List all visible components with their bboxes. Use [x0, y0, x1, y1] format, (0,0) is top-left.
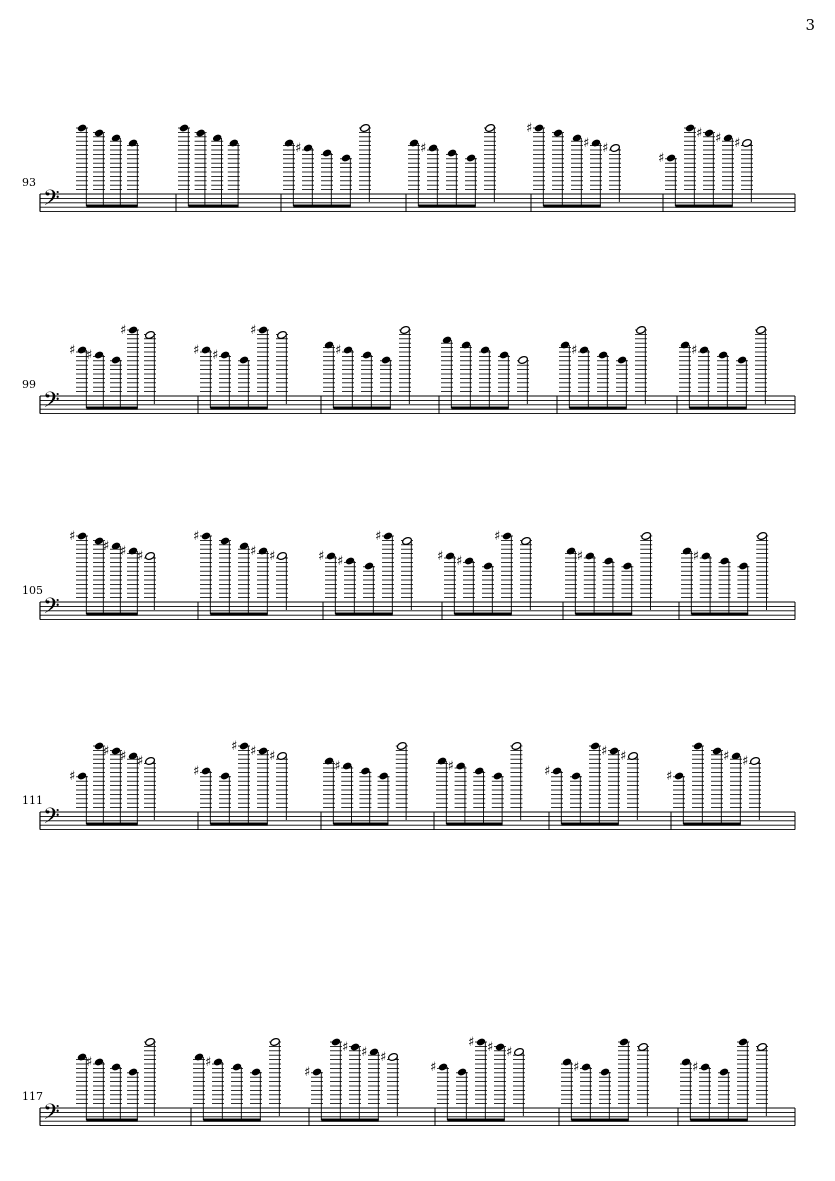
bass-clef: 𝄢 — [43, 186, 60, 216]
notehead — [562, 1057, 572, 1066]
sharp-icon: ♯ — [696, 126, 703, 141]
half-notehead — [145, 551, 156, 560]
notehead — [455, 761, 465, 770]
measure-number: 105 — [22, 584, 43, 597]
sharp-icon: ♯ — [420, 141, 427, 156]
sharp-icon: ♯ — [573, 1060, 580, 1075]
notehead — [383, 531, 393, 540]
sharp-icon: ♯ — [69, 769, 76, 784]
sharp-icon: ♯ — [715, 131, 722, 146]
half-notehead — [485, 123, 496, 132]
measure — [193, 1037, 281, 1121]
measure — [658, 123, 753, 207]
notehead — [666, 153, 676, 162]
system — [40, 323, 795, 418]
notehead — [201, 531, 211, 540]
notehead — [447, 148, 457, 157]
beam — [203, 1119, 260, 1122]
notehead — [322, 148, 332, 157]
bass-clef: 𝄢 — [43, 1100, 60, 1130]
notehead — [364, 561, 374, 570]
notehead — [591, 138, 601, 147]
notehead — [94, 128, 104, 137]
notehead — [699, 345, 709, 354]
system — [40, 529, 795, 624]
beam — [691, 613, 748, 616]
sharp-icon: ♯ — [120, 749, 127, 764]
beam — [321, 1119, 379, 1122]
half-notehead — [402, 536, 413, 545]
sharp-icon: ♯ — [526, 121, 533, 136]
beam — [683, 823, 741, 826]
notehead — [77, 531, 87, 540]
notehead — [378, 771, 388, 780]
notehead — [738, 561, 748, 570]
half-notehead — [638, 1042, 649, 1051]
sharp-icon: ♯ — [250, 544, 257, 559]
sharp-icon: ♯ — [120, 323, 127, 338]
measure — [69, 741, 156, 825]
beam — [335, 613, 393, 616]
sharp-icon: ♯ — [69, 529, 76, 544]
sharp-icon: ♯ — [692, 1060, 699, 1075]
sharp-icon: ♯ — [193, 343, 200, 358]
notehead — [461, 340, 471, 349]
beam — [188, 205, 238, 208]
half-notehead — [277, 551, 288, 560]
notehead — [195, 128, 205, 137]
beam — [447, 1119, 505, 1122]
sharp-icon: ♯ — [620, 749, 627, 764]
sharp-icon: ♯ — [342, 1040, 349, 1055]
notehead — [719, 556, 729, 565]
notehead — [251, 1067, 261, 1076]
beam — [293, 205, 351, 208]
sharp-icon: ♯ — [69, 343, 76, 358]
sharp-icon: ♯ — [334, 759, 341, 774]
sharp-icon: ♯ — [658, 151, 665, 166]
beam — [210, 823, 267, 826]
notehead — [128, 138, 138, 147]
notehead — [213, 1057, 223, 1066]
measure — [408, 123, 496, 207]
sharp-icon: ♯ — [583, 136, 590, 151]
half-notehead — [400, 325, 411, 334]
notehead — [685, 123, 695, 132]
notehead — [499, 350, 509, 359]
beam — [86, 613, 138, 616]
sharp-icon: ♯ — [335, 343, 342, 358]
notehead — [331, 1037, 341, 1046]
sharp-icon: ♯ — [337, 554, 344, 569]
notehead — [682, 546, 692, 555]
measure-number: 99 — [22, 378, 36, 391]
notehead — [428, 143, 438, 152]
sharp-icon: ♯ — [120, 544, 127, 559]
measure — [559, 325, 647, 409]
measure — [193, 739, 288, 826]
notehead — [617, 355, 627, 364]
sharp-icon: ♯ — [205, 1055, 212, 1070]
sharp-icon: ♯ — [103, 539, 110, 554]
half-notehead — [518, 355, 529, 364]
measure — [565, 531, 652, 615]
half-notehead — [757, 531, 768, 540]
sharp-icon: ♯ — [691, 343, 698, 358]
sharp-icon: ♯ — [137, 549, 144, 564]
sharp-icon: ♯ — [692, 549, 700, 564]
beam — [571, 1119, 629, 1122]
notehead — [239, 355, 249, 364]
notehead — [128, 1067, 138, 1076]
notehead — [438, 1062, 448, 1071]
beam — [675, 205, 733, 208]
notehead — [409, 138, 419, 147]
half-notehead — [270, 1037, 281, 1046]
half-notehead — [750, 756, 761, 765]
sharp-icon: ♯ — [86, 348, 93, 363]
notehead — [201, 766, 211, 775]
notehead — [381, 355, 391, 364]
notehead — [350, 1042, 360, 1051]
notehead — [258, 746, 268, 755]
sharp-icon: ♯ — [361, 1045, 368, 1060]
system — [40, 1035, 795, 1130]
notehead — [77, 771, 87, 780]
half-notehead — [277, 330, 288, 339]
notehead — [693, 741, 703, 750]
beam — [210, 613, 267, 616]
notehead — [619, 1037, 629, 1046]
half-notehead — [610, 143, 621, 152]
sharp-icon: ♯ — [494, 529, 501, 544]
notehead — [77, 123, 87, 132]
notehead — [220, 350, 230, 359]
sharp-icon: ♯ — [295, 141, 302, 156]
notehead — [362, 350, 372, 359]
measure — [193, 323, 288, 410]
measure — [304, 1037, 399, 1121]
half-notehead — [742, 138, 753, 147]
beam — [86, 407, 138, 410]
sharp-icon: ♯ — [506, 1045, 513, 1060]
notehead — [680, 340, 690, 349]
notehead — [324, 756, 334, 765]
notehead — [493, 771, 503, 780]
sharp-icon: ♯ — [375, 529, 382, 544]
measure — [193, 529, 288, 616]
sharp-icon: ♯ — [103, 744, 110, 759]
sharp-icon: ♯ — [723, 749, 730, 764]
notehead — [445, 551, 455, 560]
measure-number: 117 — [22, 1090, 43, 1103]
notehead — [560, 340, 570, 349]
measure — [681, 531, 768, 615]
notehead — [220, 536, 230, 545]
notehead — [360, 766, 370, 775]
notehead — [343, 345, 353, 354]
notehead — [284, 138, 294, 147]
notehead — [94, 350, 104, 359]
notehead — [681, 1057, 691, 1066]
notehead — [718, 350, 728, 359]
half-notehead — [388, 1052, 399, 1061]
notehead — [700, 1062, 710, 1071]
notehead — [609, 746, 619, 755]
half-notehead — [521, 536, 532, 545]
beam — [418, 205, 476, 208]
notehead — [258, 546, 268, 555]
measure — [679, 325, 767, 409]
measure — [76, 1037, 156, 1121]
notehead — [534, 123, 544, 132]
notehead — [622, 561, 632, 570]
notehead — [495, 1042, 505, 1051]
bass-clef: 𝄢 — [43, 594, 60, 624]
measure — [76, 123, 139, 207]
beam — [451, 407, 509, 410]
notehead — [220, 771, 230, 780]
sharp-icon: ♯ — [602, 141, 609, 156]
sharp-icon: ♯ — [544, 764, 551, 779]
beam — [575, 613, 632, 616]
sharp-icon: ♯ — [86, 1055, 93, 1070]
notehead — [341, 153, 351, 162]
sharp-icon: ♯ — [137, 754, 144, 769]
measure — [318, 529, 413, 616]
notehead — [585, 551, 595, 560]
notehead — [474, 766, 484, 775]
notehead — [480, 345, 490, 354]
sharp-icon: ♯ — [193, 529, 200, 544]
measure — [430, 1035, 525, 1122]
notehead — [437, 756, 447, 765]
sharp-icon: ♯ — [742, 754, 749, 769]
sharp-icon: ♯ — [447, 759, 454, 774]
notehead — [476, 1037, 486, 1046]
system — [40, 121, 795, 216]
measure — [437, 529, 532, 616]
beam — [333, 407, 391, 410]
sharp-icon: ♯ — [193, 764, 200, 779]
measure — [69, 529, 156, 616]
beam — [690, 1119, 748, 1122]
sharp-icon: ♯ — [250, 744, 257, 759]
notehead — [128, 325, 138, 334]
notehead — [603, 556, 613, 565]
notehead — [571, 771, 581, 780]
measure — [544, 741, 639, 825]
half-notehead — [145, 1037, 156, 1046]
half-notehead — [641, 531, 652, 540]
measure — [436, 741, 522, 825]
beam — [86, 1119, 138, 1122]
notehead — [324, 340, 334, 349]
sharp-icon: ♯ — [318, 549, 325, 564]
notehead — [737, 355, 747, 364]
notehead — [590, 741, 600, 750]
notehead — [229, 138, 239, 147]
notehead — [466, 153, 476, 162]
sharp-icon: ♯ — [304, 1065, 311, 1080]
sharp-icon: ♯ — [380, 1050, 387, 1065]
notehead — [566, 546, 576, 555]
beam — [446, 823, 502, 826]
half-notehead — [360, 123, 371, 132]
beam — [86, 205, 138, 208]
beam — [210, 407, 267, 410]
notehead — [579, 345, 589, 354]
page-number: 3 — [805, 16, 815, 34]
notehead — [483, 561, 493, 570]
measure — [666, 741, 761, 825]
sharp-icon: ♯ — [430, 1060, 437, 1075]
measure — [526, 121, 621, 208]
bass-clef: 𝄢 — [43, 388, 60, 418]
notehead — [94, 1057, 104, 1066]
notehead — [719, 1067, 729, 1076]
sharp-icon: ♯ — [571, 343, 578, 358]
notehead — [502, 531, 512, 540]
half-notehead — [636, 325, 647, 334]
sharp-icon: ♯ — [468, 1035, 475, 1050]
half-notehead — [396, 741, 407, 750]
measure — [178, 123, 240, 207]
sharp-icon: ♯ — [601, 744, 608, 759]
measure-number: 93 — [22, 176, 36, 189]
half-notehead — [145, 756, 156, 765]
measure — [283, 123, 371, 207]
sharp-icon: ♯ — [269, 549, 276, 564]
notehead — [464, 556, 474, 565]
notehead — [258, 325, 268, 334]
notehead — [111, 355, 121, 364]
sharp-icon: ♯ — [212, 348, 219, 363]
notehead — [194, 1052, 204, 1061]
half-notehead — [511, 741, 522, 750]
sharp-icon: ♯ — [576, 549, 584, 564]
sharp-icon: ♯ — [269, 749, 276, 764]
notehead — [303, 143, 313, 152]
notehead — [712, 746, 722, 755]
notehead — [201, 345, 211, 354]
notehead — [111, 1062, 121, 1071]
sharp-icon: ♯ — [231, 739, 238, 754]
sharp-icon: ♯ — [666, 769, 673, 784]
beam — [333, 823, 388, 826]
notehead — [342, 761, 352, 770]
sharp-icon: ♯ — [437, 549, 444, 564]
measure — [323, 325, 411, 409]
notehead — [704, 128, 714, 137]
beam — [569, 407, 627, 410]
beam — [689, 407, 747, 410]
measure — [69, 323, 156, 410]
sharp-icon: ♯ — [250, 323, 257, 338]
beam — [454, 613, 512, 616]
notehead — [701, 551, 711, 560]
notehead — [552, 766, 562, 775]
notehead — [581, 1062, 591, 1071]
notehead — [232, 1062, 242, 1071]
sharp-icon: ♯ — [734, 136, 741, 151]
notehead — [598, 350, 608, 359]
measure — [323, 741, 408, 825]
notehead — [738, 1037, 748, 1046]
beam — [561, 823, 619, 826]
notehead — [312, 1067, 322, 1076]
beam — [543, 205, 601, 208]
notehead — [345, 556, 355, 565]
measure — [680, 1037, 768, 1121]
notehead — [179, 123, 189, 132]
notehead — [326, 551, 336, 560]
sharp-icon: ♯ — [456, 554, 463, 569]
notehead — [457, 1067, 467, 1076]
beam — [86, 823, 138, 826]
notehead — [674, 771, 684, 780]
notehead — [553, 128, 563, 137]
half-notehead — [145, 330, 156, 339]
sharp-icon: ♯ — [487, 1040, 494, 1055]
measure-number: 111 — [22, 794, 43, 807]
half-notehead — [756, 325, 767, 334]
notehead — [239, 741, 249, 750]
measure — [561, 1037, 649, 1121]
bass-clef: 𝄢 — [43, 804, 60, 834]
half-notehead — [757, 1042, 768, 1051]
measure — [441, 335, 529, 409]
system — [40, 739, 795, 834]
notehead — [600, 1067, 610, 1076]
